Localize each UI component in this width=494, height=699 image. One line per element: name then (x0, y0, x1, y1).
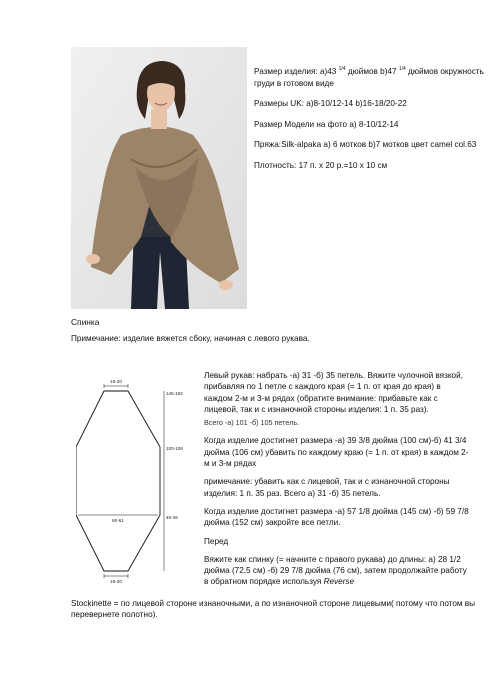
front-paragraph (204, 554, 470, 588)
section-note: Примечание: изделие вяжется сбоку, начиная с левого рукава. (71, 334, 310, 343)
model-illustration (71, 47, 247, 309)
section-title: Спинка (71, 317, 100, 327)
size-suffix: дюймов окружность груди в готовом виде (254, 67, 484, 88)
pattern-info (254, 66, 486, 180)
size-prefix: Размер изделия: a)43 (254, 67, 339, 76)
model-size: Размер Модели на фото a) 8-10/12-14 (254, 119, 399, 129)
schematic-diagram (76, 375, 188, 587)
front-title: Перед (204, 536, 229, 546)
model-photo (71, 47, 247, 309)
size-a-fraction: 1/4 (338, 66, 346, 72)
uk-sizes: Размеры UK: a)8-10/12-14 b)16-18/20-22 (254, 99, 407, 108)
front-paragraph-end: Stockinette = по лицевой стороне изнаночными, а по изнаночной стороне лицевыми( потому что потом вы перевернете полотно). (71, 599, 476, 620)
instructions (204, 370, 470, 588)
size-mid: дюймов b)47 (345, 67, 399, 76)
center-width-label: 60-61 (112, 518, 124, 523)
decrease-paragraph: Когда изделие достигнет размера -а) 39 3/8 дюйма (100 см)-б) 41 3/4 дюйма (106 см) убавить по каждому краю (= 1 п. от края) в каждом 2-м и 3-м рядах (204, 436, 469, 469)
total-height-label: 145-152 (166, 391, 183, 396)
size-line (254, 66, 486, 89)
gauge-info: Плотность: 17 п. х 20 р.=10 х 10 см (254, 160, 388, 170)
reverse-term: Reverse (323, 577, 355, 587)
top-width-label: 19-20 (110, 379, 122, 384)
lower-height-label: 45-46 (166, 515, 178, 520)
decrease-note: примечание: убавить как с лицевой, так и с изнаночной стороны изделия: 1 п. 35 раз. Всего а) 31 -б) 35 петель. (204, 477, 450, 498)
shape-outline (76, 391, 160, 571)
bottom-width-label: 19-20 (110, 579, 122, 584)
left-sleeve-paragraph: Левый рукав: набрать -а) 31 -б) 35 петель. Вяжите чулочной вязкой, прибавляя по 1 петле с каждого края (= 1 п. от края до края) в каждом 2-м и 3-м рядах (обратите внимание: прибавьте как с лицевой, так и с изнаночной стороны изделия: 1 п. 35 раз). (204, 371, 463, 414)
bind-off-paragraph: Когда изделие достигнет размера -а) 57 1/8 дюйма (145 см) -б) 59 7/8 дюйма (152 см) закройте все петли. (204, 506, 469, 528)
yarn-info: Пряжа:Silk-alpaka a) 6 мотков b)7 мотков цвет camel col.63 (254, 140, 477, 149)
left-sleeve-total: Всего -а) 101 -б) 105 петель. (204, 418, 300, 428)
middle-height-label: 100-106 (166, 446, 183, 451)
front-paragraph-start: Вяжите как спинку (= начните с правого рукава) до длины: а) 28 1/2 дюйма (72,5 см) -б) 29 7/8 дюйма (76 см), затем продолжайте работу в обратном порядке используя (204, 554, 467, 587)
size-b-fraction: 1/4 (398, 66, 406, 72)
